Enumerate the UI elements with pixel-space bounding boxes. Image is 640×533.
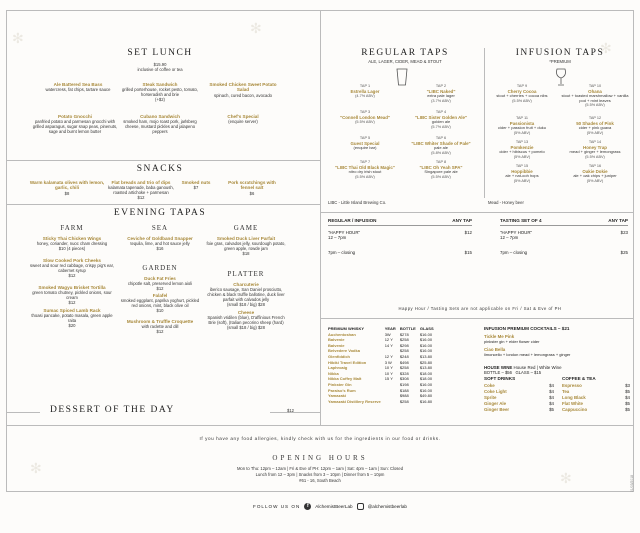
snowflake-decoration: ✻ bbox=[560, 470, 572, 486]
whisky-cell: 12 Y bbox=[384, 353, 393, 359]
tap-item: TAP 12 50 Shades of Pink cider + pink guava (5% ABV) bbox=[576, 116, 614, 135]
whisky-cell: $16.00 bbox=[419, 381, 433, 387]
whisky-name: Nikka bbox=[328, 370, 339, 376]
drink-price: $4 bbox=[549, 389, 554, 394]
menu-item: Falafel smoked eggplant, paprika yoghurt, pickled red onions, mint, black olive oil $10 bbox=[120, 293, 200, 314]
tap-item: TAP 14 Honey Trap mead + ginger + lemongrass (5.5% ABV) bbox=[569, 140, 621, 159]
whisky-cell bbox=[383, 399, 398, 405]
whisky-cell: 14 Y bbox=[384, 342, 393, 348]
whisky-cell: $498 bbox=[399, 359, 409, 365]
whisky-cell: $188 bbox=[399, 387, 409, 393]
whisky-cell: $18.00 bbox=[419, 376, 433, 382]
tap-item: TAP 10 Ohana stout + toasted marshmallow + vanilla pod + mint leaves (5.5% ABV) bbox=[561, 84, 629, 108]
set-lunch-title: SET LUNCH bbox=[127, 48, 193, 58]
whisky-cell: $13.80 bbox=[419, 353, 433, 359]
game-title: GAME bbox=[233, 224, 259, 232]
social-row bbox=[230, 503, 430, 510]
menu-item: Smoked nuts $7 bbox=[181, 180, 211, 191]
tap-item: TAP 5 Guest Special (enquire bar) bbox=[350, 136, 380, 150]
whisky-cell: $16.00 bbox=[419, 387, 433, 393]
menu-item: Potato Gnocchi panfried potato and parmesan gnocchi with grilled asparagus, sugar snap peas, pinenuts, sage and burnt lemon butter bbox=[32, 114, 118, 135]
drink-name: Sprite bbox=[484, 395, 497, 400]
regular-taps-subtitle: ALE, LAGER, CIDER, MEAD & STOUT bbox=[368, 59, 442, 64]
drink-price: $3 bbox=[625, 383, 630, 388]
price-row-price: $25 bbox=[620, 250, 628, 255]
drink-name: Tea bbox=[562, 389, 570, 394]
cocktail-name: Ciao Bella bbox=[484, 347, 506, 352]
cocktail-desc: limoncello + london mead + lemongrass + ginger bbox=[484, 352, 571, 357]
drink-row bbox=[484, 407, 554, 413]
price-row-price: $12 bbox=[464, 230, 472, 235]
regular-pricing-header: REGULAR / INFUSION bbox=[328, 218, 377, 223]
side-code: 01/03/2018 bbox=[630, 475, 634, 492]
regular-taps-title: REGULAR TAPS bbox=[361, 48, 449, 58]
whisky-name: Laphroaig bbox=[328, 365, 348, 371]
whisky-cell: $328 bbox=[399, 370, 409, 376]
tap-item: TAP 9 Cherry Cocoa stout + cherries + cocoa nibs (5.5% ABV) bbox=[496, 84, 548, 103]
dessert-price: $12 bbox=[287, 408, 294, 413]
instagram-icon[interactable] bbox=[357, 503, 364, 510]
whisky-name: Nikka Coffey Malt bbox=[328, 376, 362, 382]
menu-item: Charcuterie iberico sausage, San Daniel prosciutto, chicken & black truffle ballotine, duck liver parfait with calvados jelly (small $18 / big) $28 bbox=[207, 282, 285, 308]
taps-divider bbox=[484, 48, 485, 198]
tap-item: TAP 15 Hoppibbie ale + nat-ooh hops (5% ABV) bbox=[505, 164, 539, 183]
menu-item: Ceviche of Goldband Snapper tequila, lime, and hot sauce jelly $16 bbox=[127, 236, 193, 252]
soft-drinks-title: SOFT DRINKS bbox=[484, 376, 516, 381]
drink-name: Espresso bbox=[562, 383, 582, 388]
section-divider bbox=[6, 425, 634, 426]
whisky-cell: $298 bbox=[399, 342, 409, 348]
whisky-cell: $278 bbox=[399, 331, 409, 337]
section-divider bbox=[320, 318, 634, 319]
whisky-cell: $18.00 bbox=[419, 370, 433, 376]
column-divider bbox=[320, 10, 321, 425]
whisky-cell: $16.00 bbox=[419, 348, 433, 354]
infusion-taps-footnote: Mead - Honey beer bbox=[488, 200, 524, 205]
snowflake-decoration: ✻ bbox=[250, 20, 262, 36]
menu-item: Smoked Duck Liver Parfait foie gras, calvados jelly, sourdough potato, green apple, rowde jam $18 bbox=[206, 236, 286, 257]
menu-item: Smoked Chicken Sweet Potato Salad spinach, cured bacon, avocado bbox=[209, 82, 277, 98]
cocktails-title: INFUSION PREMIUM COCKTAILS bbox=[484, 326, 557, 331]
cocktail-name: Tickle Me Pink bbox=[484, 334, 515, 339]
whisky-cell: $13.80 bbox=[419, 365, 433, 371]
house-wine-options: House Red | White Wine bbox=[513, 365, 562, 370]
regular-pricing-header: ANY TAP bbox=[452, 218, 472, 223]
menu-item: Mushroom & Truffle Croquette with raclette and dill $12 bbox=[126, 319, 194, 335]
price-row-sub: 12 – 7pm bbox=[328, 235, 347, 240]
infusion-taps-subtitle: *PREMIUM bbox=[549, 59, 571, 64]
tap-item: TAP 13 Pomkenzie cider + hibiscus + pomelo (5% ABV) bbox=[499, 140, 545, 159]
cocktails-price: $21 bbox=[561, 326, 570, 331]
whisky-cell: $248 bbox=[399, 353, 409, 359]
sea-title: SEA bbox=[151, 224, 169, 232]
whisky-name: Balvenie bbox=[328, 342, 345, 348]
tap-item: TAP 4 "LIBC Sister Golden Ale" golden ale (5.7% ABV) bbox=[414, 110, 468, 129]
drink-price: $5 bbox=[625, 401, 630, 406]
opening-hours-title: OPENING HOURS bbox=[272, 454, 368, 462]
whisky-header: YEAR bbox=[384, 326, 396, 331]
instagram-handle[interactable]: @alchemistbeerlab bbox=[367, 504, 407, 509]
whisky-cell: $258 bbox=[399, 348, 409, 354]
garden-title: GARDEN bbox=[142, 264, 178, 272]
allergy-note: If you have any food allergies, kindly check with us for the ingredients in our food or drinks. bbox=[199, 436, 441, 441]
menu-item: Cheese Spanish vridilen (blue), D'affinious French Brie (soft), (Italian pecorino sheep (hard) (small $18 / big) $28 bbox=[207, 310, 285, 331]
whisky-cell: $25.80 bbox=[419, 359, 433, 365]
whisky-name: Hibiki Travel Edition bbox=[328, 359, 367, 365]
drink-name: Long Black bbox=[562, 395, 586, 400]
whisky-cell: 3W bbox=[384, 331, 391, 337]
drink-name: Coke Light bbox=[484, 389, 507, 394]
set-lunch-price-note: inclusive of coffee or tea bbox=[137, 67, 183, 72]
whisky-name: Yamazaki bbox=[328, 393, 347, 399]
tasting-pricing-header: ANY TAP bbox=[608, 218, 628, 223]
drink-name: Coke bbox=[484, 383, 495, 388]
drink-price: $4 bbox=[549, 401, 554, 406]
price-row-sub: 12 – 7pm bbox=[500, 235, 519, 240]
house-wine-label: HOUSE WINE bbox=[484, 365, 513, 370]
opening-hours-line1: Mon to Thu: 12pm – 12am | Fri & Eve of PH: 12pm – 1am | Sat: 4pm – 1am | Sun: Closed bbox=[236, 466, 404, 471]
snowflake-decoration: ✻ bbox=[30, 460, 42, 476]
whisky-table bbox=[326, 326, 436, 404]
price-row-label: 7pm – closing bbox=[328, 250, 356, 255]
drink-price: $5 bbox=[625, 389, 630, 394]
whisky-row bbox=[326, 399, 436, 405]
price-row-label: "HAPPY HOUR" bbox=[500, 230, 533, 235]
price-row-price: $15 bbox=[464, 250, 472, 255]
snowflake-decoration: ✻ bbox=[12, 30, 24, 46]
menu-item: Sumac Spiced Lamb Rack thoasi pancake, potato masala, green apple raita $20 bbox=[31, 308, 113, 329]
whisky-name: Balvenie bbox=[328, 337, 345, 343]
house-wine-glass: GLASS – $15 bbox=[515, 370, 542, 375]
drink-price: $4 bbox=[625, 395, 630, 400]
drink-name: Flat White bbox=[562, 401, 583, 406]
opening-hours-line2: Lunch from 12 – 3pm | Snacks from 3 – 10pm | Dinner from 5 – 10pm bbox=[255, 472, 385, 477]
whisky-cell: $258 bbox=[399, 337, 409, 343]
whisky-name: Belvedere Vodka bbox=[328, 348, 360, 354]
infusion-taps-title: INFUSION TAPS bbox=[515, 48, 605, 58]
drink-price: $4 bbox=[549, 383, 554, 388]
whisky-name: Yamazaki Distillery Reserve bbox=[328, 398, 381, 404]
regular-taps-footnote: LIBC - Little Island Brewing Co. bbox=[328, 200, 387, 205]
menu-item: Duck Fat Fries chipotle salt, preserved lemon aioli $12 bbox=[127, 276, 193, 292]
whisky-cell: 12 Y bbox=[384, 337, 393, 343]
drink-name: Ginger Ale bbox=[484, 401, 507, 406]
tasting-pricing-header: TASTING SET OF 4 bbox=[500, 218, 542, 223]
whisky-cell: $308 bbox=[399, 376, 409, 382]
tap-item: TAP 2 "LIBC Naked" extra pale lager (3.7% ABV) bbox=[426, 84, 456, 103]
menu-item: Cubano Sandwich smoked ham, mojo roast pork, jarlsberg cheese, mustard pickles and jalapeno peppers bbox=[123, 114, 197, 135]
menu-item: Slow Cooked Pork Cheeks sweet and sour red cabbage, crispy pig's ear, cabernet syrup $12 bbox=[30, 258, 114, 279]
drink-price: $5 bbox=[549, 407, 554, 412]
price-row-price: $23 bbox=[620, 230, 628, 235]
evening-tapas-title: EVENING TAPAS bbox=[113, 208, 207, 218]
menu-item: Smoked Wagyu Brisket Tortilla green tomato chutney, pickled onions, sour cream $12 bbox=[32, 285, 112, 306]
whisky-name: Paraiso's Rum bbox=[328, 387, 356, 393]
menu-item: Steak Sandwich grilled porterhouse, rocket pesto, tomato, horseradish and brie (+$2) bbox=[121, 82, 199, 103]
facebook-handle[interactable]: AlchemistBeerLab bbox=[315, 504, 353, 509]
happy-hour-note: Happy Hour / Tasting Sets are not applicable on Fri / Sat & Eve of PH bbox=[398, 306, 562, 311]
section-divider bbox=[6, 160, 320, 161]
whisky-cell: 15 Y bbox=[384, 376, 393, 382]
soft-drinks-section bbox=[484, 376, 554, 413]
whisky-cell: $49.80 bbox=[419, 393, 433, 399]
coffee-tea-section bbox=[562, 376, 630, 413]
regular-pricing bbox=[328, 218, 472, 255]
platter-title: PLATTER bbox=[227, 270, 265, 278]
whisky-cell: 10 Y bbox=[384, 370, 393, 376]
section-divider bbox=[6, 204, 320, 205]
whisky-header: PREMIUM WHISKY bbox=[328, 326, 364, 331]
whisky-cell: $198 bbox=[399, 381, 409, 387]
whisky-name: Pinkster Gin bbox=[328, 381, 352, 387]
menu-item: Flat breads and trio of dips kalamata tapenade, baba ganoush, roasted artichoke + parmesan $12 bbox=[108, 180, 174, 201]
drink-row bbox=[562, 407, 630, 413]
section-divider bbox=[320, 212, 634, 213]
menu-item: Sticky Thai Chicken Wings honey, coriander, nuoc cham dressing $10 (4 pieces) bbox=[36, 236, 108, 252]
tap-item: TAP 3 "Connell London Mead" (5.5% ABV) bbox=[339, 110, 391, 124]
tap-item: TAP 1 Estrella Lager (4.7% ABV) bbox=[350, 84, 380, 98]
farm-title: FARM bbox=[60, 224, 84, 232]
whisky-name: Auchentoshan bbox=[328, 331, 356, 337]
whisky-cell: $988 bbox=[399, 393, 409, 399]
menu-item: Chef's Special (enquire server) bbox=[227, 114, 259, 125]
tap-item: TAP 6 "LIBC Whiter Shade of Pale" pale ale (5.8% ABV) bbox=[411, 136, 471, 155]
drink-name: Cappuccino bbox=[562, 407, 588, 412]
whisky-cell: $16.80 bbox=[419, 398, 433, 404]
whisky-cell: $258 bbox=[399, 398, 409, 404]
tap-item: TAP 16 Oakie Dokie ale + oak chips + juniper (5% ABV) bbox=[573, 164, 617, 183]
tasting-pricing bbox=[500, 218, 628, 255]
house-wine-bottle: BOTTLE – $56 bbox=[484, 370, 512, 375]
whisky-cell: $258 bbox=[399, 365, 409, 371]
set-lunch-price: $15.90 bbox=[153, 62, 167, 67]
tap-item: TAP 11 Passionista cider + passion fruit + duku (5% ABV) bbox=[497, 116, 547, 135]
whisky-header: GLASS bbox=[419, 326, 434, 331]
drink-name: Ginger Beer bbox=[484, 407, 510, 412]
whisky-cell: $16.00 bbox=[419, 342, 433, 348]
cocktails-section: INFUSION PREMIUM COCKTAILS – $21 Tickle Me Pink pinkster gin + elder flower cider Ciao Bella limoncello + london mead + lemongrass + ginger HOUSE WINE House Red | White Wine BOTTLE – $56 GLASS – $15 bbox=[484, 326, 630, 375]
menu-item: Warm kalamata olives with lemon, garlic, chili $8 bbox=[29, 180, 105, 196]
whisky-cell: $16.00 bbox=[419, 337, 433, 343]
cocktail-desc: pinkster gin + elder flower cider bbox=[484, 339, 540, 344]
snowflake-decoration: ✻ bbox=[600, 40, 612, 56]
whisky-cell: 3 W bbox=[384, 359, 392, 365]
tap-item: TAP 8 "LIBC Oh Yeah SPA" Singapore pale ale (5.5% ABV) bbox=[419, 160, 463, 179]
facebook-icon[interactable]: f bbox=[304, 503, 311, 510]
coffee-tea-title: COFFEE & TEA bbox=[562, 376, 596, 381]
whisky-cell: $16.00 bbox=[419, 331, 433, 337]
menu-item: Ale Battered Sea Bass watercress, fat chips, tartare sauce bbox=[45, 82, 111, 93]
snacks-title: SNACKS bbox=[136, 164, 184, 174]
drink-price: $5 bbox=[625, 407, 630, 412]
dessert-title: DESSERT OF THE DAY bbox=[40, 405, 270, 415]
drink-price: $4 bbox=[549, 395, 554, 400]
address: #61 - 16, South Beach bbox=[299, 478, 341, 483]
whisky-header: BOTTLE bbox=[399, 326, 416, 331]
follow-label: FOLLOW US ON bbox=[253, 504, 301, 509]
tap-item: TAP 7 "LIBC Thai Old Black Magic" nitro dry irish stout (5.5% ABV) bbox=[335, 160, 395, 179]
price-row-label: 7pm – closing bbox=[500, 250, 528, 255]
price-row-label: "HAPPY HOUR" bbox=[328, 230, 361, 235]
menu-item: Pork scratchings with fennel salt $6 bbox=[228, 180, 276, 196]
whisky-name: Glenfiddich bbox=[328, 353, 350, 359]
whisky-cell: 10 Y bbox=[384, 365, 393, 371]
